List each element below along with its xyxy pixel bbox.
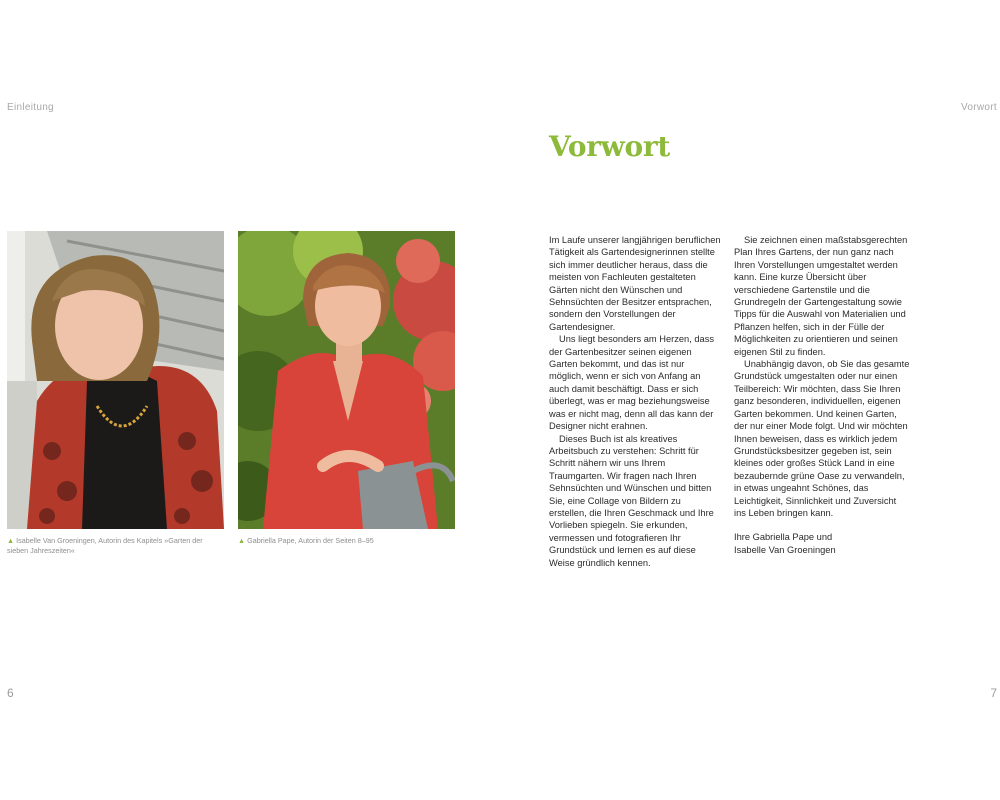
paragraph: Dieses Buch ist als kreatives Arbeitsbuch zu verstehen: Schritt für Schritt nähern wir uns Ihrem Traumgarten. Wir fragen nach Ihren Sehnsüchten und Wünschen und bitten Sie, eine Collage von Bildern zu erstellen, die Ihren Geschmack und Ihre Vorlieben spiegeln. Sie erkunden, vermessen und fotografieren Ihr Grundstück und lernen es auf diese Weise gründlich kennen. (549, 433, 714, 568)
signature-line-2: Isabelle Van Groeningen (734, 544, 836, 555)
paragraph: Im Laufe unserer langjährigen beruflichen Tätigkeit als Gartendesignerinnen stellte sich immer deutlicher heraus, dass die meisten von Fachleuten gestalteten Gärten nicht den Wünschen und Sehnsüchten der Besitzer entsprachen, sondern den Vorstellungen der Gartendesigner. (549, 235, 721, 332)
paragraph: Uns liegt besonders am Herzen, dass der Gartenbesitzer seinen eigenen Garten bekommt, und das ist nur möglich, wenn er sich von Anfang an auch damit beschäftigt. Dass er sich überlegt, was er mag beziehungsweise was er nicht mag, denn all das kann der Designer nicht erahnen. (549, 334, 715, 432)
photo-caption-1 (7, 536, 222, 556)
portrait-photo-gabriella (238, 231, 455, 529)
photo-caption-2 (238, 536, 453, 546)
page-number-right: 7 (990, 686, 997, 700)
caption-text: Gabriella Pape, Autorin der Seiten 8–95 (247, 536, 374, 545)
signature-line-1: Ihre Gabriella Pape und (734, 532, 833, 543)
paragraph: Sie zeichnen einen maßstabsgerechten Plan Ihres Gartens, der nun ganz nach Ihren Vorstellungen umgestaltet werden kann. Eine kurze Übersicht über verschiedene Gartenstile und die Grundregeln der Gartengestaltung sowie Tipps für die Auswahl von Materialien und Pflanzen helfen, sich in der Fülle der Möglichkeiten zu orientieren und seinen eigenen Stil zu finden. (734, 235, 908, 357)
text-column-2 (734, 234, 910, 556)
portrait-photo-isabelle (7, 231, 224, 529)
running-head-left: Einleitung (7, 102, 54, 113)
right-page (500, 0, 1000, 800)
signature (734, 531, 910, 556)
paragraph: Unabhängig davon, ob Sie das gesamte Grundstück umgestalten oder nur einen Teilbereich: Wir möchten, dass Sie Ihren ganz besonderen, individuellen, eigenen Garten bekommen. Und keinen Garten, der nur einer Mode folgt. Und wir möchten Ihnen beweisen, dass es wirklich jedem Grundstücksbesitzer gegeben ist, sein kleines oder großes Stück Land in eine bezaubernde grüne Oase zu verwandeln, in etwas ungeahnt Schönes, das Leichtigkeit, Sinnlichkeit und Zuversicht ins Leben bringen kann. (734, 359, 910, 518)
page-number-left: 6 (7, 686, 14, 700)
caption-triangle-icon: ▲ (7, 536, 15, 545)
caption-triangle-icon: ▲ (238, 536, 246, 545)
chapter-heading: Vorwort (549, 130, 670, 163)
text-column-1 (549, 234, 721, 569)
running-head-right: Vorwort (960, 102, 997, 113)
caption-text: Isabelle Van Groeningen, Autorin des Kapitels »Garten der sieben Jahreszeiten« (7, 536, 203, 555)
